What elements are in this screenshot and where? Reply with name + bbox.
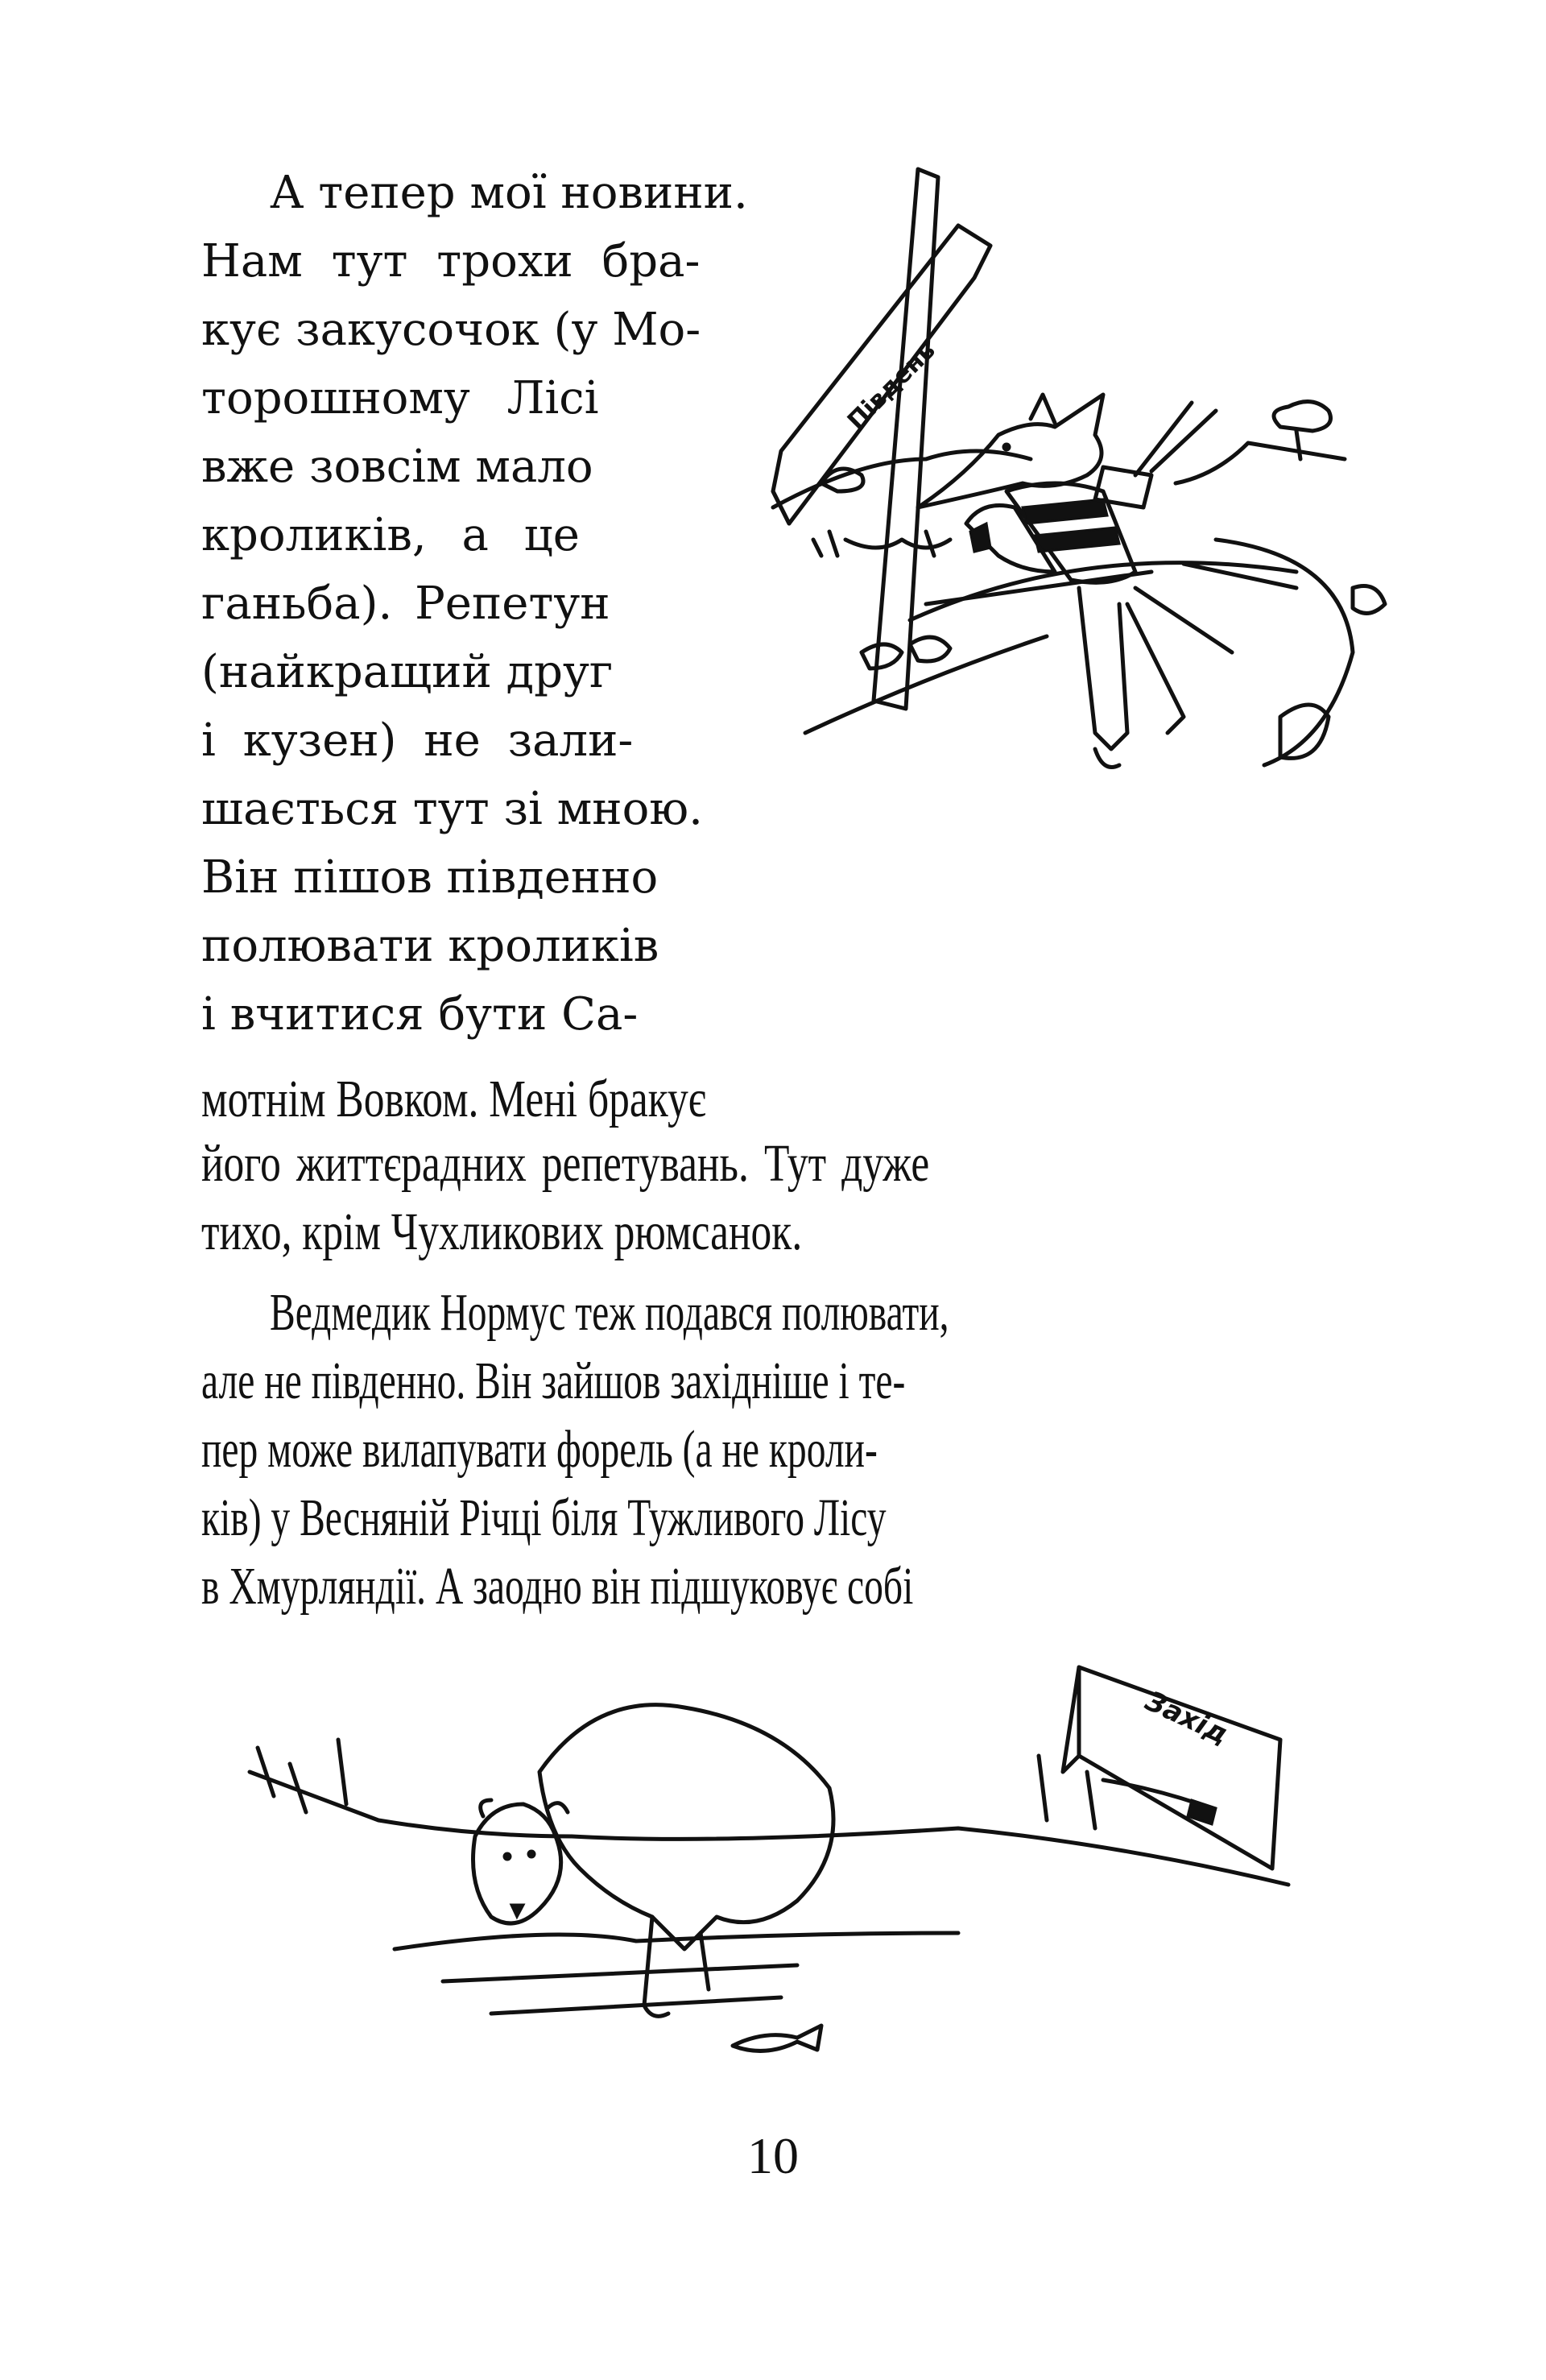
text-line: пер може вилапувати форель (а не кроли-	[201, 1420, 878, 1479]
page-number: 10	[747, 2127, 799, 2184]
svg-text:Захід: Захід	[1140, 1684, 1234, 1751]
text-line: кує закусочок (у Мо-	[201, 304, 701, 356]
text-line: (найкращий друг	[201, 646, 614, 698]
text-line: його життєрадних репетувань. Тут дуже	[201, 1134, 930, 1193]
text-line: торошному Лісі	[201, 372, 599, 424]
text-line: в Хмурляндії. А заодно він підшуковує собі	[201, 1557, 914, 1616]
text-line: мотнім Вовком. Мені бракує	[201, 1070, 706, 1128]
text-line: полювати кроликів	[201, 920, 659, 972]
text-line: і кузен) не зали-	[201, 714, 634, 767]
text-line: ків) у Весняній Річці біля Тужливого Лісу	[201, 1488, 887, 1547]
text-line: А тепер мої новини.	[270, 167, 748, 219]
text-line: шається тут зі мною.	[201, 783, 703, 835]
text-line: і вчитися бути Са-	[201, 988, 639, 1041]
text-line: але не південно. Він зайшов західніше і те-	[201, 1351, 906, 1410]
wolf-archer-illustration	[765, 153, 1409, 1039]
text-line: кроликів, а це	[201, 509, 580, 561]
text-line: тихо, крім Чухликових рюмсанок.	[201, 1202, 803, 1261]
text-line: вже зовсім мало	[201, 441, 593, 493]
text-line: Він пішов південно	[201, 851, 659, 904]
bear-fishing-illustration	[234, 1643, 1361, 2094]
svg-text:Південь: Південь	[841, 336, 941, 436]
text-line: Нам тут трохи бра-	[201, 235, 701, 288]
text-line: Ведмедик Нормус теж подався полювати,	[270, 1283, 949, 1342]
text-line: ганьба). Репетун	[201, 577, 610, 630]
